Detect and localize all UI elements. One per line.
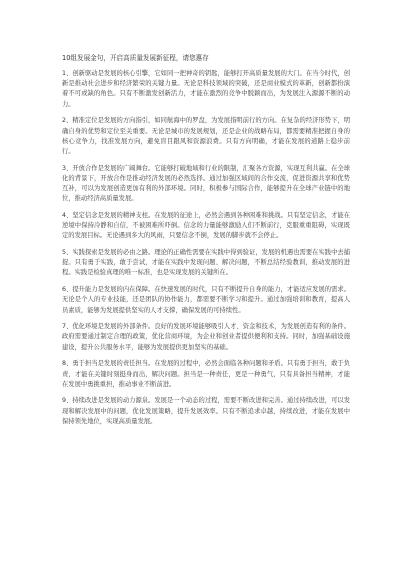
paragraph xyxy=(62,359,350,390)
paragraph-text: 7、优化环境是发展的外部条件。良好的发展环境能够吸引人才、资金和技术，为发展创造有利的条件。政府需要通过制定合理的政策，优化营商环境，为企业和创业者提供便利和支持。同时，加强基础设施建设，提升公共服务水平，能够为发展提供更加坚实的基础。 xyxy=(62,323,350,351)
paragraph-text: 5、实践探索是发展的必由之路。理论的正确性需要在实践中得到验证，发展的机遇也需要在实践中去捕捉。只有勇于实践，敢于尝试，才能在实践中发现问题、解决问题，不断总结经验教训，推动发展的进程。实践是检验真理的唯一标准，也是实现发展的关键所在。 xyxy=(62,249,350,277)
paragraph-text: 8、勇于担当是发展的责任担当。在发展的过程中，必然会面临各种问题和矛盾。只有勇于担当，敢于负责，才能在关键时刻挺身而出，解决问题。担当是一种责任，更是一种勇气，只有具备担当精神，才能在发展中勇挑重担，推动事业不断前进。 xyxy=(62,360,350,388)
paragraph xyxy=(62,248,350,279)
paragraph-text: 3、开放合作是发展的广阔舞台。它能够打破地域和行业的限制，汇聚各方资源，实现互利共赢。在全球化的背景下，开放合作是推动经济发展的必然选择。通过加强区域间的合作交流，促进资源共享和优势互补，可以为发展创造更加有利的外部环境。同时，积极参与国际合作，能够提升在全球产业链中的地位，推动经济高质量发展。 xyxy=(62,164,350,203)
paragraph xyxy=(62,396,350,427)
paragraph-text: 4、坚定信念是发展的精神支柱。在发展的征途上，必然会遇到各种困难和挑战。只有坚定信念，才能在逆境中保持冷静和自信，不被困难所吓倒。信念的力量能够激励人们不断前行，克服重重阻碍，实现既定的发展目标。无论遇到多大的风雨，只要信念不倒，发展的脚步就不会停止。 xyxy=(62,211,350,240)
paragraph xyxy=(62,164,350,205)
paragraph-text: 1、创新驱动是发展的核心引擎，它如同一把神奇的钥匙，能够打开高质量发展的大门。在当今时代，创新是推动社会进步和经济繁荣的关键力量。无论是科技领域的突破，还是商业模式的革新，创新都扮演着不可或缺的角色。只有不断激发创新活力，才能在激烈的竞争中脱颖而出，为发展注入源源不断的动力。 xyxy=(62,70,350,108)
paragraph xyxy=(62,69,350,110)
paragraph xyxy=(62,285,350,316)
paragraph-text: 2、精准定位是发展的方向指引，如同航海中的罗盘，为发展指明前行的方向。在复杂的经济形势下，明确自身的优势和定位至关重要。无论是城市的发展规划，还是企业的战略布局，都需要精准把握自身的核心竞争力，找准发展方向，避免盲目跟风和资源浪费。只有方向明确，才能在发展的道路上稳步前行。 xyxy=(62,117,350,155)
paragraph xyxy=(62,211,350,242)
paragraph xyxy=(62,322,350,353)
document-title: 10组发展金句，开启高质量发展新征程，请您惠存 xyxy=(62,54,209,62)
paragraph xyxy=(62,116,350,157)
paragraph-text: 6、提升能力是发展的内在保障。在快速发展的时代，只有不断提升自身的能力，才能适应发展的需求。无论是个人的专业技能，还是团队的协作能力，都需要不断学习和提升。通过加强培训和教育，提高人员素质，能够为发展提供坚实的人才支撑，确保发展的可持续性。 xyxy=(62,286,350,314)
paragraph-text: 9、持续改进是发展的动力源泉。发展是一个动态的过程，需要不断改进和完善。通过持续改进，可以发现和解决发展中的问题，优化发展策略，提升发展效率。只有不断追求卓越，持续改进，才能在发展中保持领先地位，实现高质量发展。 xyxy=(62,397,350,425)
